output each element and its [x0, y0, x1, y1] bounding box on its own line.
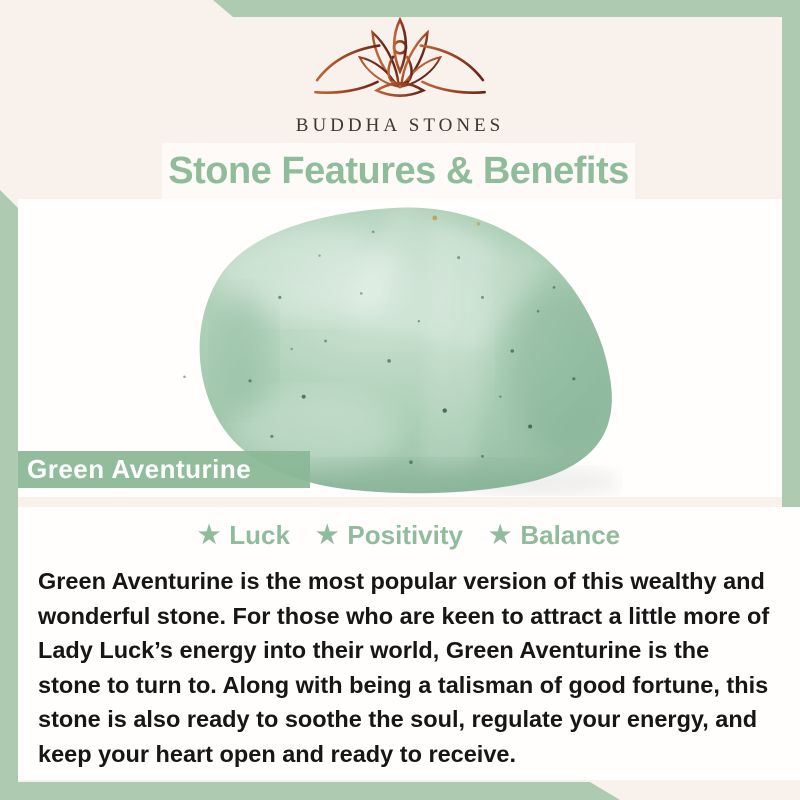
- banner-title-box: [162, 143, 635, 199]
- benefit-label: Balance: [520, 520, 621, 550]
- banner-title: Stone Features & Benefits: [168, 149, 629, 192]
- benefit-balance: [489, 520, 620, 551]
- description-section: [18, 507, 800, 780]
- benefit-label: Luck: [229, 520, 290, 550]
- stone-name-band: [18, 451, 310, 488]
- brand-name: BUDDHA STONES: [295, 115, 505, 136]
- star-icon: ★: [315, 521, 339, 549]
- lotus-meditation-icon: [305, 14, 495, 110]
- benefit-label: Positivity: [347, 520, 463, 550]
- benefit-luck: [198, 520, 290, 551]
- frame-accent-left: [0, 190, 18, 800]
- brand-header: [0, 14, 800, 137]
- frame-accent-bottom: [0, 782, 620, 800]
- star-icon: ★: [488, 521, 512, 549]
- stone-description: Green Aventurine is the most popular version of this wealthy and wonderful stone. For those who are keen to attract a little more of Lady Luck’s energy into their world, Green Aventurine is the stone to turn to. Along with being a talisman of good fortune, this stone is also ready to soothe the soul, regulate your energy, and keep your heart open and ready to receive.: [38, 568, 770, 767]
- stone-name: Green Aventurine: [27, 454, 252, 484]
- benefits-row: [18, 520, 800, 551]
- star-icon: ★: [197, 521, 221, 549]
- benefit-positivity: [316, 520, 463, 551]
